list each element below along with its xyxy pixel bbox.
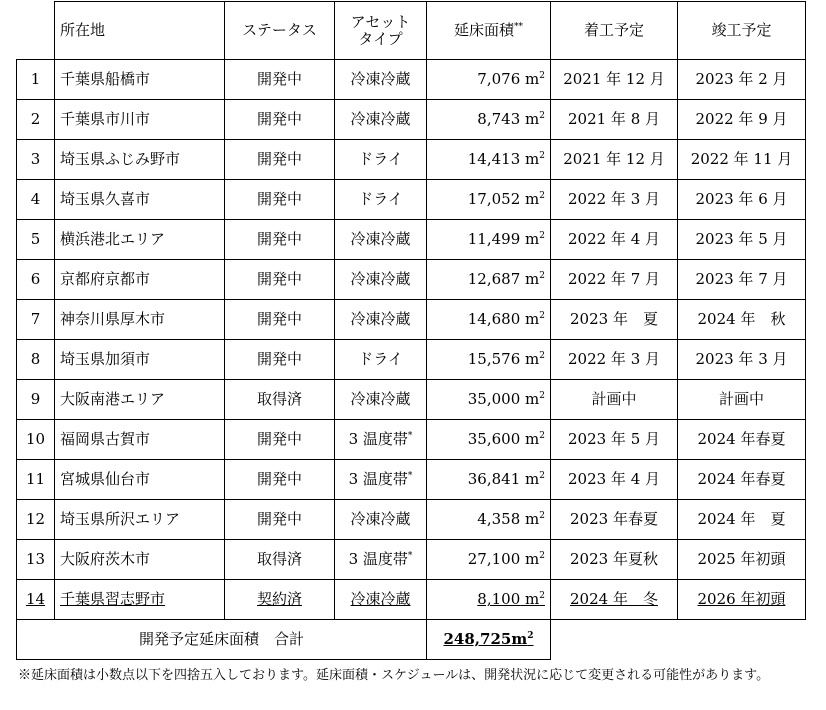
- table-row: [17, 540, 806, 580]
- floor-area-unit-m: m: [525, 110, 540, 129]
- row-status: 開発中: [225, 420, 335, 460]
- row-location: 千葉県習志野市: [55, 580, 225, 620]
- row-start: 2021 年 8 月: [551, 100, 678, 140]
- table-row: [17, 500, 806, 540]
- table-row: [17, 140, 806, 180]
- header-status: ステータス: [225, 2, 335, 60]
- row-completion: 2025 年初頭: [678, 540, 806, 580]
- row-floor-area: [427, 260, 551, 300]
- floor-area-unit: [520, 110, 545, 128]
- row-completion: 2024 年 夏: [678, 500, 806, 540]
- row-start: 2022 年 4 月: [551, 220, 678, 260]
- asset-type-label: 冷凍冷蔵: [350, 270, 411, 289]
- floor-area-unit: [520, 310, 545, 328]
- asset-type-mark: *: [407, 551, 413, 562]
- floor-area-unit-exp: 2: [539, 271, 545, 282]
- row-location: 埼玉県ふじみ野市: [55, 140, 225, 180]
- floor-area-unit-m: m: [525, 310, 540, 329]
- row-start: 2024 年 冬: [551, 580, 678, 620]
- floor-area-value: 8,743: [477, 110, 521, 129]
- floor-area-value: 8,100: [477, 590, 521, 609]
- row-floor-area: [427, 140, 551, 180]
- header-floor-area-label: 延床面積: [453, 21, 514, 40]
- asset-type-mark: *: [407, 431, 413, 442]
- asset-type-label: 3 温度帯: [348, 470, 408, 489]
- table-row: [17, 260, 806, 300]
- row-floor-area: [427, 340, 551, 380]
- row-status: 開発中: [225, 140, 335, 180]
- floor-area-unit-exp: 2: [539, 391, 545, 402]
- row-number: 12: [17, 500, 55, 540]
- row-completion: 2023 年 2 月: [678, 60, 806, 100]
- row-start: 2021 年 12 月: [551, 60, 678, 100]
- row-number: 5: [17, 220, 55, 260]
- header-floor-area-mark: **: [514, 22, 523, 33]
- table-row: [17, 580, 806, 620]
- row-start: 2022 年 7 月: [551, 260, 678, 300]
- total-row: [17, 620, 806, 660]
- row-location: 大阪府茨木市: [55, 540, 225, 580]
- floor-area-unit-exp: 2: [539, 71, 545, 82]
- table-row: [17, 460, 806, 500]
- floor-area-value: 36,841: [467, 470, 521, 489]
- row-floor-area: [427, 180, 551, 220]
- asset-type-label: 冷凍冷蔵: [350, 230, 411, 249]
- floor-area-unit-exp: 2: [539, 511, 545, 522]
- row-asset-type: [335, 540, 427, 580]
- floor-area-unit-exp: 2: [539, 351, 545, 362]
- floor-area-unit-m: m: [525, 430, 540, 449]
- total-unit-exp: 2: [527, 631, 534, 642]
- floor-area-unit-exp: 2: [539, 111, 545, 122]
- floor-area-value: 14,413: [467, 150, 521, 169]
- floor-area-value: 7,076: [477, 70, 521, 89]
- row-completion: 2023 年 7 月: [678, 260, 806, 300]
- floor-area-value: 27,100: [467, 550, 521, 569]
- row-completion: 2024 年春夏: [678, 460, 806, 500]
- floor-area-unit: [520, 590, 545, 608]
- row-floor-area: [427, 580, 551, 620]
- floor-area-value: 12,687: [467, 270, 521, 289]
- footnote: ※延床面積は小数点以下を四捨五入しております。延床面積・スケジュールは、開発状況に応じて変更される可能性があります。: [18, 668, 770, 683]
- floor-area-unit: [520, 390, 545, 408]
- floor-area-unit-exp: 2: [539, 551, 545, 562]
- total-unit-m: m: [511, 630, 528, 649]
- floor-area-unit: [520, 270, 545, 288]
- row-floor-area: [427, 100, 551, 140]
- development-table: [16, 1, 806, 660]
- row-status: 取得済: [225, 540, 335, 580]
- row-status: 開発中: [225, 100, 335, 140]
- row-start: 2023 年 4 月: [551, 460, 678, 500]
- floor-area-unit: [520, 350, 545, 368]
- row-start: 2023 年 夏: [551, 300, 678, 340]
- asset-type-label: 冷凍冷蔵: [350, 110, 411, 129]
- row-location: 埼玉県久喜市: [55, 180, 225, 220]
- floor-area-value: 11,499: [467, 230, 521, 249]
- row-start: 2022 年 3 月: [551, 180, 678, 220]
- row-status: 取得済: [225, 380, 335, 420]
- row-asset-type: [335, 380, 427, 420]
- floor-area-unit-m: m: [525, 390, 540, 409]
- row-number: 4: [17, 180, 55, 220]
- row-location: 京都府京都市: [55, 260, 225, 300]
- floor-area-unit-m: m: [525, 470, 540, 489]
- table-row: [17, 100, 806, 140]
- row-asset-type: [335, 100, 427, 140]
- header-completion: 竣工予定: [678, 2, 806, 60]
- total-label: 開発予定延床面積 合計: [17, 620, 427, 660]
- asset-type-mark: *: [407, 471, 413, 482]
- row-asset-type: [335, 460, 427, 500]
- floor-area-unit-m: m: [525, 510, 540, 529]
- header-asset-type-line2: タイプ: [358, 29, 403, 48]
- row-completion: 2023 年 3 月: [678, 340, 806, 380]
- asset-type-label: ドライ: [358, 190, 403, 209]
- floor-area-unit: [520, 550, 545, 568]
- row-completion: 2023 年 5 月: [678, 220, 806, 260]
- row-asset-type: [335, 180, 427, 220]
- floor-area-value: 4,358: [477, 510, 521, 529]
- table-row: [17, 420, 806, 460]
- row-floor-area: [427, 380, 551, 420]
- header-asset-type-line1: アセット: [350, 13, 411, 31]
- floor-area-unit-exp: 2: [539, 431, 545, 442]
- asset-type-label: ドライ: [358, 150, 403, 169]
- row-status: 開発中: [225, 500, 335, 540]
- row-floor-area: [427, 420, 551, 460]
- floor-area-unit: [520, 430, 545, 448]
- row-start: 2021 年 12 月: [551, 140, 678, 180]
- floor-area-unit-m: m: [525, 350, 540, 369]
- row-status: 開発中: [225, 220, 335, 260]
- floor-area-unit-m: m: [525, 270, 540, 289]
- floor-area-unit-exp: 2: [539, 191, 545, 202]
- row-location: 埼玉県加須市: [55, 340, 225, 380]
- row-location: 神奈川県厚木市: [55, 300, 225, 340]
- row-asset-type: [335, 340, 427, 380]
- row-floor-area: [427, 220, 551, 260]
- floor-area-value: 35,600: [467, 430, 521, 449]
- floor-area-unit-m: m: [525, 150, 540, 169]
- header-no-cell: [17, 2, 55, 60]
- floor-area-unit-exp: 2: [539, 151, 545, 162]
- asset-type-label: 3 温度帯: [348, 550, 408, 569]
- row-floor-area: [427, 460, 551, 500]
- header-floor-area: [427, 2, 551, 60]
- floor-area-unit-exp: 2: [539, 471, 545, 482]
- row-completion: 2024 年 秋: [678, 300, 806, 340]
- header-location: 所在地: [55, 2, 225, 60]
- row-location: 埼玉県所沢エリア: [55, 500, 225, 540]
- row-number: 2: [17, 100, 55, 140]
- table-row: [17, 180, 806, 220]
- floor-area-unit-m: m: [525, 550, 540, 569]
- row-number: 6: [17, 260, 55, 300]
- row-status: 開発中: [225, 260, 335, 300]
- row-number: 11: [17, 460, 55, 500]
- floor-area-unit-m: m: [525, 70, 540, 89]
- row-number: 10: [17, 420, 55, 460]
- row-asset-type: [335, 260, 427, 300]
- header-asset-type: [335, 2, 427, 60]
- asset-type-label: 冷凍冷蔵: [350, 70, 411, 89]
- row-location: 大阪南港エリア: [55, 380, 225, 420]
- row-start: 2022 年 3 月: [551, 340, 678, 380]
- floor-area-value: 14,680: [467, 310, 521, 329]
- row-location: 福岡県古賀市: [55, 420, 225, 460]
- row-completion: 2023 年 6 月: [678, 180, 806, 220]
- row-floor-area: [427, 500, 551, 540]
- row-asset-type: [335, 220, 427, 260]
- total-unit: [511, 630, 533, 648]
- row-location: 横浜港北エリア: [55, 220, 225, 260]
- header-row: [17, 2, 806, 60]
- row-number: 9: [17, 380, 55, 420]
- asset-type-label: ドライ: [358, 350, 403, 369]
- row-status: 開発中: [225, 60, 335, 100]
- row-asset-type: [335, 420, 427, 460]
- row-location: 千葉県市川市: [55, 100, 225, 140]
- row-number: 8: [17, 340, 55, 380]
- floor-area-unit: [520, 230, 545, 248]
- row-floor-area: [427, 60, 551, 100]
- floor-area-value: 15,576: [467, 350, 521, 369]
- row-completion: 2026 年初頭: [678, 580, 806, 620]
- row-status: 開発中: [225, 300, 335, 340]
- row-number: 7: [17, 300, 55, 340]
- row-floor-area: [427, 540, 551, 580]
- row-number: 1: [17, 60, 55, 100]
- header-start: 着工予定: [551, 2, 678, 60]
- table-row: [17, 380, 806, 420]
- floor-area-unit-exp: 2: [539, 591, 545, 602]
- row-completion: 2022 年 11 月: [678, 140, 806, 180]
- row-completion: 2024 年春夏: [678, 420, 806, 460]
- row-status: 契約済: [225, 580, 335, 620]
- floor-area-unit-exp: 2: [539, 231, 545, 242]
- row-asset-type: [335, 580, 427, 620]
- floor-area-unit: [520, 510, 545, 528]
- table-row: [17, 340, 806, 380]
- row-status: 開発中: [225, 340, 335, 380]
- asset-type-label: 冷凍冷蔵: [350, 510, 411, 529]
- row-asset-type: [335, 60, 427, 100]
- floor-area-unit: [520, 70, 545, 88]
- row-location: 千葉県船橋市: [55, 60, 225, 100]
- table-row: [17, 60, 806, 100]
- row-number: 3: [17, 140, 55, 180]
- floor-area-unit-m: m: [525, 590, 540, 609]
- table-row: [17, 220, 806, 260]
- row-asset-type: [335, 500, 427, 540]
- floor-area-value: 17,052: [467, 190, 521, 209]
- row-floor-area: [427, 300, 551, 340]
- row-completion: 計画中: [678, 380, 806, 420]
- floor-area-unit: [520, 470, 545, 488]
- row-start: 2023 年春夏: [551, 500, 678, 540]
- floor-area-unit-m: m: [525, 190, 540, 209]
- floor-area-unit: [520, 190, 545, 208]
- floor-area-unit-m: m: [525, 230, 540, 249]
- row-number: 14: [17, 580, 55, 620]
- row-number: 13: [17, 540, 55, 580]
- row-location: 宮城県仙台市: [55, 460, 225, 500]
- floor-area-value: 35,000: [467, 390, 521, 409]
- total-value: 248,725: [443, 630, 512, 649]
- row-status: 開発中: [225, 180, 335, 220]
- row-status: 開発中: [225, 460, 335, 500]
- asset-type-label: 冷凍冷蔵: [350, 390, 411, 409]
- row-start: 2023 年夏秋: [551, 540, 678, 580]
- floor-area-unit: [520, 150, 545, 168]
- asset-type-label: 冷凍冷蔵: [350, 310, 411, 329]
- row-completion: 2022 年 9 月: [678, 100, 806, 140]
- row-asset-type: [335, 300, 427, 340]
- asset-type-label: 3 温度帯: [348, 430, 408, 449]
- row-start: 計画中: [551, 380, 678, 420]
- row-start: 2023 年 5 月: [551, 420, 678, 460]
- floor-area-unit-exp: 2: [539, 311, 545, 322]
- asset-type-label: 冷凍冷蔵: [350, 590, 411, 609]
- total-value-cell: [427, 620, 551, 660]
- table-row: [17, 300, 806, 340]
- row-asset-type: [335, 140, 427, 180]
